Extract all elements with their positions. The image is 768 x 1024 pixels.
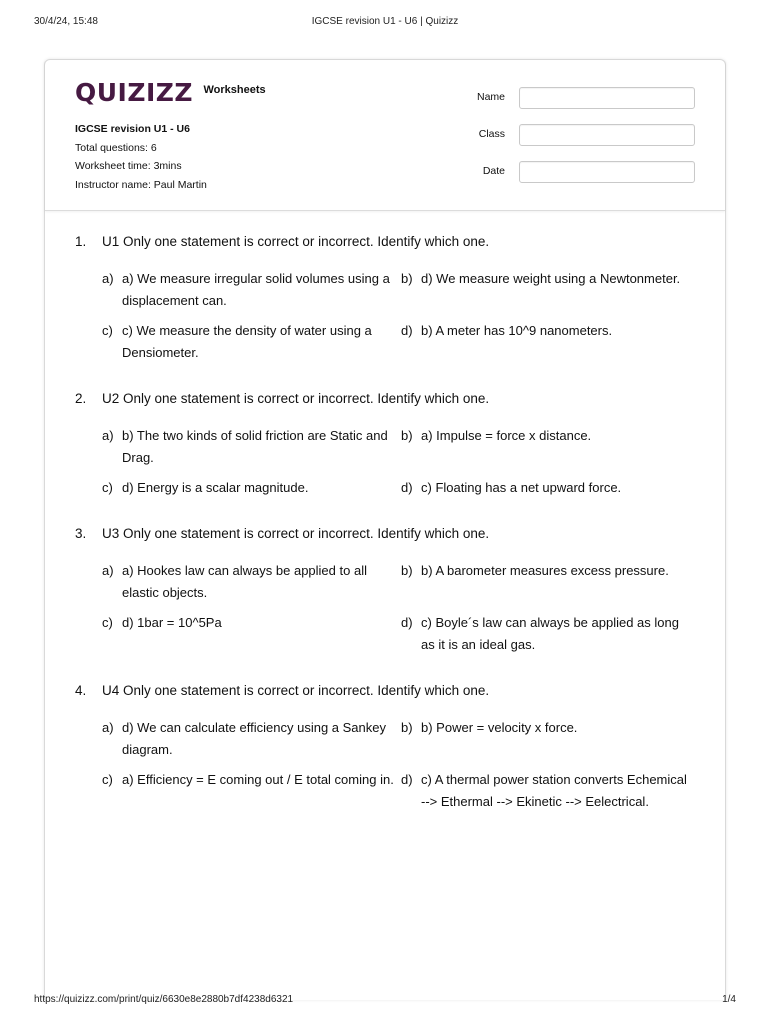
option-text: b) Power = velocity x force. (421, 720, 578, 735)
option-letter: b) (401, 720, 413, 735)
option-text: b) A meter has 10^9 nanometers. (421, 323, 613, 338)
option-text: b) The two kinds of solid friction are Static and Drag. (122, 428, 388, 465)
worksheet-meta (75, 120, 207, 194)
option-grid (75, 268, 695, 364)
question-list (75, 232, 695, 838)
option-c (102, 320, 401, 364)
question-text: U1 Only one statement is correct or incorrect. Identify which one. (102, 234, 490, 249)
question-4 (75, 681, 695, 813)
print-header (34, 16, 736, 30)
student-fields (465, 87, 695, 198)
question-text: U2 Only one statement is correct or incorrect. Identify which one. (102, 391, 490, 406)
option-letter: c) (102, 323, 113, 338)
quizizz-logo: QUIZIZZ (75, 78, 194, 107)
option-letter: d) (401, 323, 413, 338)
class-label: Class (478, 128, 505, 140)
class-input[interactable] (519, 124, 695, 146)
option-letter: b) (401, 428, 413, 443)
question-number: 4. (75, 683, 87, 698)
option-letter: d) (401, 772, 413, 787)
print-url: https://quizizz.com/print/quiz/6630e8e2880b7df4238d6321 (34, 994, 294, 1005)
option-d (401, 477, 695, 499)
question-text: U3 Only one statement is correct or incorrect. Identify which one. (102, 526, 490, 541)
option-text: c) Floating has a net upward force. (421, 480, 622, 495)
option-b (401, 268, 695, 312)
option-c (102, 612, 401, 656)
question-2 (75, 389, 695, 499)
instructor-name: Instructor name: Paul Martin (75, 178, 207, 191)
option-grid (75, 717, 695, 813)
brand-subtitle: Worksheets (203, 84, 266, 96)
question-3 (75, 524, 695, 656)
date-input[interactable] (519, 161, 695, 183)
option-letter: d) (401, 615, 413, 630)
brand (75, 80, 266, 106)
option-letter: c) (102, 772, 113, 787)
option-text: a) Efficiency = E coming out / E total coming in. (122, 772, 394, 787)
worksheet-title: IGCSE revision U1 - U6 (75, 123, 190, 135)
option-letter: a) (102, 428, 114, 443)
name-label: Name (476, 91, 505, 103)
option-a (102, 560, 401, 604)
name-field-row (465, 87, 695, 109)
option-grid (75, 560, 695, 656)
worksheet-card (44, 59, 726, 1000)
option-letter: a) (102, 271, 114, 286)
name-input[interactable] (519, 87, 695, 109)
option-letter: b) (401, 271, 413, 286)
option-text: b) A barometer measures excess pressure. (421, 563, 669, 578)
option-d (401, 769, 695, 813)
option-d (401, 612, 695, 656)
option-text: d) We can calculate efficiency using a Sankey diagram. (122, 720, 386, 757)
print-datetime: 30/4/24, 15:48 (34, 16, 98, 27)
option-text: a) Hookes law can always be applied to all elastic objects. (122, 563, 367, 600)
option-letter: b) (401, 563, 413, 578)
question-1 (75, 232, 695, 364)
worksheet-time: Worksheet time: 3mins (75, 160, 182, 172)
date-field-row (465, 161, 695, 183)
option-letter: d) (401, 480, 413, 495)
option-c (102, 769, 401, 813)
worksheet-header (45, 60, 725, 211)
print-page-title: IGCSE revision U1 - U6 | Quizizz (311, 16, 459, 27)
option-text: d) 1bar = 10^5Pa (122, 615, 222, 630)
option-letter: a) (102, 720, 114, 735)
question-number: 2. (75, 391, 87, 406)
class-field-row (465, 124, 695, 146)
option-a (102, 268, 401, 312)
option-b (401, 717, 695, 761)
option-d (401, 320, 695, 364)
option-grid (75, 425, 695, 499)
option-text: d) Energy is a scalar magnitude. (122, 480, 309, 495)
option-b (401, 425, 695, 469)
total-questions: Total questions: 6 (75, 141, 157, 154)
question-number: 3. (75, 526, 87, 541)
print-footer (34, 994, 736, 1008)
option-a (102, 425, 401, 469)
option-c (102, 477, 401, 499)
option-letter: c) (102, 615, 113, 630)
question-text: U4 Only one statement is correct or incorrect. Identify which one. (102, 683, 490, 698)
option-a (102, 717, 401, 761)
option-text: c) Boyle´s law can always be applied as long as it is an ideal gas. (421, 615, 679, 652)
print-page-number: 1/4 (722, 994, 736, 1005)
option-b (401, 560, 695, 604)
option-text: c) A thermal power station converts Echemical --> Ethermal --> Ekinetic --> Eelectrical. (421, 772, 687, 809)
option-letter: c) (102, 480, 113, 495)
date-label: Date (482, 165, 505, 177)
option-text: c) We measure the density of water using a Densiometer. (122, 323, 372, 360)
option-text: d) We measure weight using a Newtonmeter. (421, 271, 681, 286)
option-text: a) Impulse = force x distance. (421, 428, 592, 443)
question-number: 1. (75, 234, 87, 249)
option-letter: a) (102, 563, 114, 578)
option-text: a) We measure irregular solid volumes using a displacement can. (122, 271, 390, 308)
